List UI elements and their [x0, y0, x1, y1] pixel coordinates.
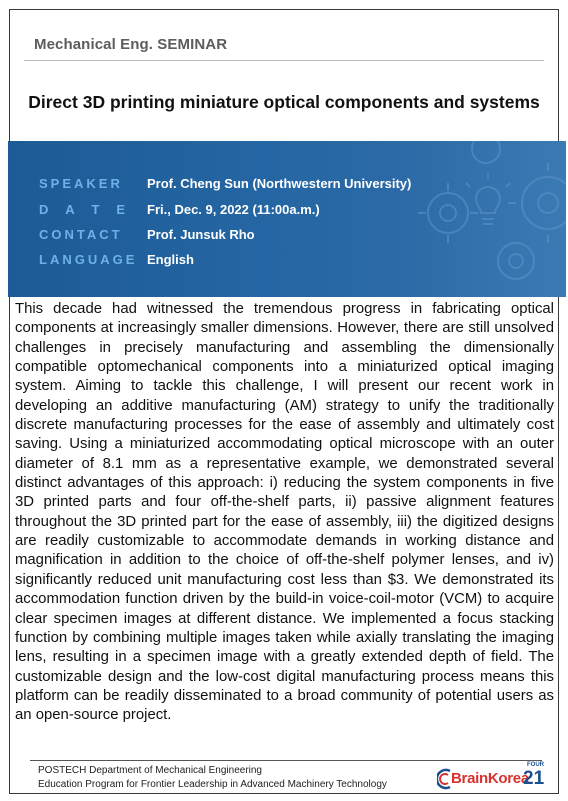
contact-row	[39, 224, 255, 244]
footer-divider	[30, 760, 542, 761]
gear-lightbulb-decoration	[366, 141, 566, 297]
logo-number-text: 21	[523, 768, 545, 789]
date-row	[39, 199, 320, 219]
footer-department: POSTECH Department of Mechanical Engineering	[38, 765, 262, 776]
date-value: Fri., Dec. 9, 2022 (11:00a.m.)	[147, 201, 320, 217]
contact-label: CONTACT	[39, 226, 123, 242]
footer-program: Education Program for Frontier Leadership in Advanced Machinery Technology	[38, 779, 387, 790]
contact-value: Prof. Junsuk Rho	[147, 226, 255, 242]
speaker-label: SPEAKER	[39, 175, 123, 191]
speaker-row	[39, 173, 411, 193]
language-label: LANGUAGE	[39, 251, 138, 267]
speaker-value: Prof. Cheng Sun (Northwestern University)	[147, 175, 412, 191]
date-label-letter: A	[65, 201, 75, 217]
language-row	[39, 249, 194, 269]
date-label-letter: D	[39, 201, 49, 217]
talk-title: Direct 3D printing miniature optical components and systems	[28, 92, 540, 112]
title-divider	[24, 60, 544, 61]
seminar-label: Mechanical Eng. SEMINAR	[34, 36, 228, 53]
language-value: English	[147, 251, 194, 267]
date-label-letter: T	[91, 201, 100, 217]
brainkorea21-logo	[437, 764, 547, 794]
logo-brand-text: BrainKorea	[451, 770, 529, 787]
date-label	[39, 202, 125, 217]
logo-four-text: FOUR	[527, 762, 544, 768]
info-banner	[8, 141, 566, 297]
abstract-text: This decade had witnessed the tremendous progress in fabricating optical components at increasingly smaller dimensions. However, there are still unsolved challenges in precisely manufacturing and assembling the dimensionally compatible optomechanical components into a miniaturized optical imaging system. Aiming to tackle this challenge, I will present our recent work in developing an additive manufacturing (AM) strategy to unify the traditionally discrete manufacturing processes for the ease of assembly and ultimately cost saving. Using a miniaturized accommodating optical microscope with an outer diameter of 8.1 mm as a representative example, we demonstrated several distinct advantages of this approach: i) reducing the system components in five 3D printed parts and four off-the-shelf parts, ii) passive alignment features throughout the 3D printed part for the ease of assembly, iii) the digitized designs are readily customizable to accommodate demands in working distance and magnification in addition to the choice of off-the-shelf polymer lenses, and iv) significantly reduced unit manufacturing cost less than $3. We demonstrated its accommodation function driven by the build-in voice-coil-motor (VCM) to acquire clear specimen images at different distance. We implemented a focus stacking function by combining multiple images taken while axially translating the imaging lens, resulting in a specimen image with a greatly extended depth of field. The customizable design and the low-cost digital manufacturing process means this platform can be readily disseminated to a broad community of potential users as an open-source project.	[15, 301, 554, 724]
date-label-letter: E	[116, 201, 125, 217]
